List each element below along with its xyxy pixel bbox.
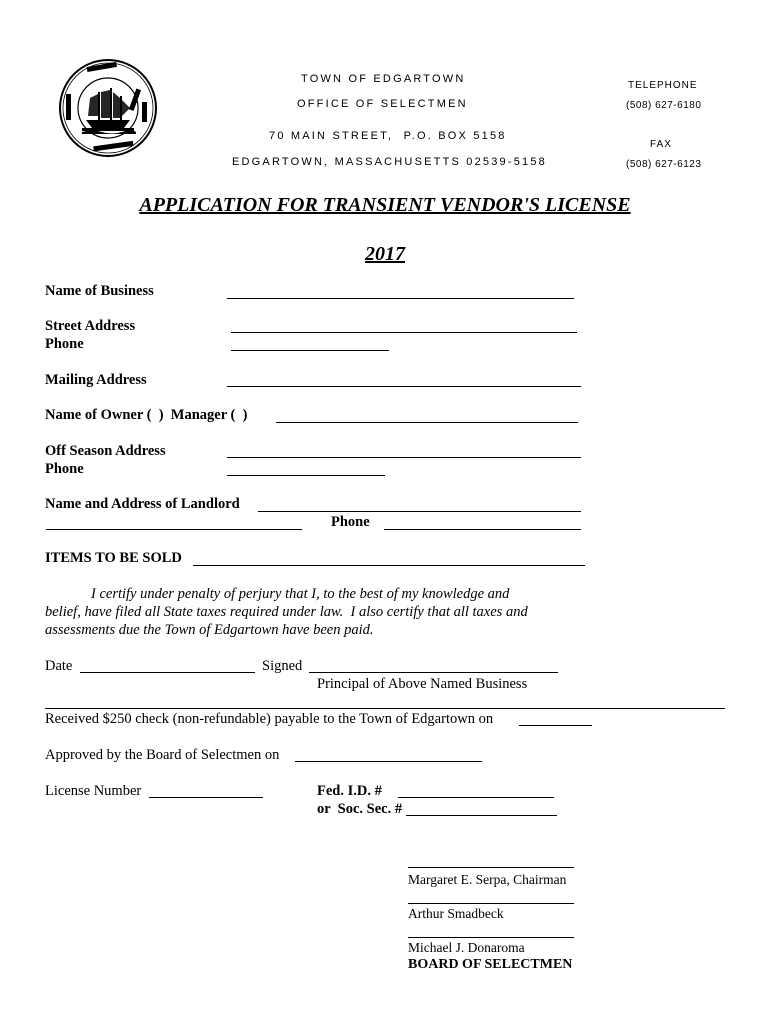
field-name-of-business[interactable] — [227, 298, 574, 299]
certification-line-3: assessments due the Town of Edgartown have been paid. — [45, 622, 374, 638]
label-off-season-phone: Phone — [45, 461, 84, 477]
label-fed-id: Fed. I.D. # — [317, 783, 382, 799]
label-off-season-address: Off Season Address — [45, 443, 166, 459]
label-items-to-be-sold: ITEMS TO BE SOLD — [45, 550, 182, 566]
field-license-number[interactable] — [149, 797, 263, 798]
signature-line-2[interactable] — [408, 903, 574, 904]
telephone-number: (508) 627-6180 — [626, 100, 702, 111]
header-address: 70 MAIN STREET, P.O. BOX 5158 — [269, 130, 507, 142]
field-landlord-phone[interactable] — [384, 529, 581, 530]
signature-line-1[interactable] — [408, 867, 574, 868]
label-approved: Approved by the Board of Selectmen on — [45, 747, 280, 763]
field-landlord-line2[interactable] — [46, 529, 302, 530]
label-license-number: License Number — [45, 783, 142, 799]
signature-name-3: Michael J. Donaroma — [408, 940, 525, 955]
field-date[interactable] — [80, 672, 255, 673]
certification-line-1: I certify under penalty of perjury that I, to the best of my knowledge and — [91, 586, 510, 602]
label-principal: Principal of Above Named Business — [317, 676, 528, 692]
field-received-date[interactable] — [519, 725, 592, 726]
field-landlord[interactable] — [258, 511, 581, 512]
field-fed-id[interactable] — [398, 797, 554, 798]
field-soc-sec[interactable] — [406, 815, 557, 816]
field-name-of-owner[interactable] — [276, 422, 578, 423]
page-title: APPLICATION FOR TRANSIENT VENDOR'S LICENSE — [139, 194, 631, 216]
label-phone: Phone — [45, 336, 84, 352]
field-street-address[interactable] — [231, 332, 577, 333]
field-signed[interactable] — [309, 672, 558, 673]
header-city: EDGARTOWN, MASSACHUSETTS 02539-5158 — [232, 156, 548, 168]
field-phone[interactable] — [231, 350, 389, 351]
label-landlord-phone: Phone — [331, 514, 370, 530]
certification-line-2: belief, have filed all State taxes required under law. I also certify that all taxes and — [45, 604, 528, 620]
signature-line-3[interactable] — [408, 937, 574, 938]
form-year: 2017 — [365, 243, 405, 265]
field-off-season-phone[interactable] — [227, 475, 385, 476]
field-mailing-address[interactable] — [227, 386, 581, 387]
label-name-of-business: Name of Business — [45, 283, 154, 299]
section-divider — [45, 708, 725, 709]
town-seal-logo — [58, 58, 158, 158]
label-name-of-owner: Name of Owner ( ) Manager ( ) — [45, 407, 248, 423]
label-soc-sec: or Soc. Sec. # — [317, 801, 403, 817]
telephone-label: TELEPHONE — [628, 80, 698, 91]
label-landlord: Name and Address of Landlord — [45, 496, 240, 512]
header-office: OFFICE OF SELECTMEN — [297, 98, 468, 110]
signature-name-1: Margaret E. Serpa, Chairman — [408, 872, 567, 887]
label-street-address: Street Address — [45, 318, 136, 334]
label-mailing-address: Mailing Address — [45, 372, 147, 388]
field-off-season-address[interactable] — [227, 457, 581, 458]
fax-number: (508) 627-6123 — [626, 159, 702, 170]
label-date: Date — [45, 658, 73, 674]
board-of-selectmen: BOARD OF SELECTMEN — [408, 957, 573, 972]
label-signed: Signed — [262, 658, 303, 674]
header-town: TOWN OF EDGARTOWN — [301, 73, 466, 85]
field-items-to-be-sold[interactable] — [193, 565, 585, 566]
field-approved-date[interactable] — [295, 761, 482, 762]
signature-name-2: Arthur Smadbeck — [408, 906, 504, 921]
fax-label: FAX — [650, 139, 672, 150]
label-received: Received $250 check (non-refundable) payable to the Town of Edgartown on — [45, 711, 494, 727]
